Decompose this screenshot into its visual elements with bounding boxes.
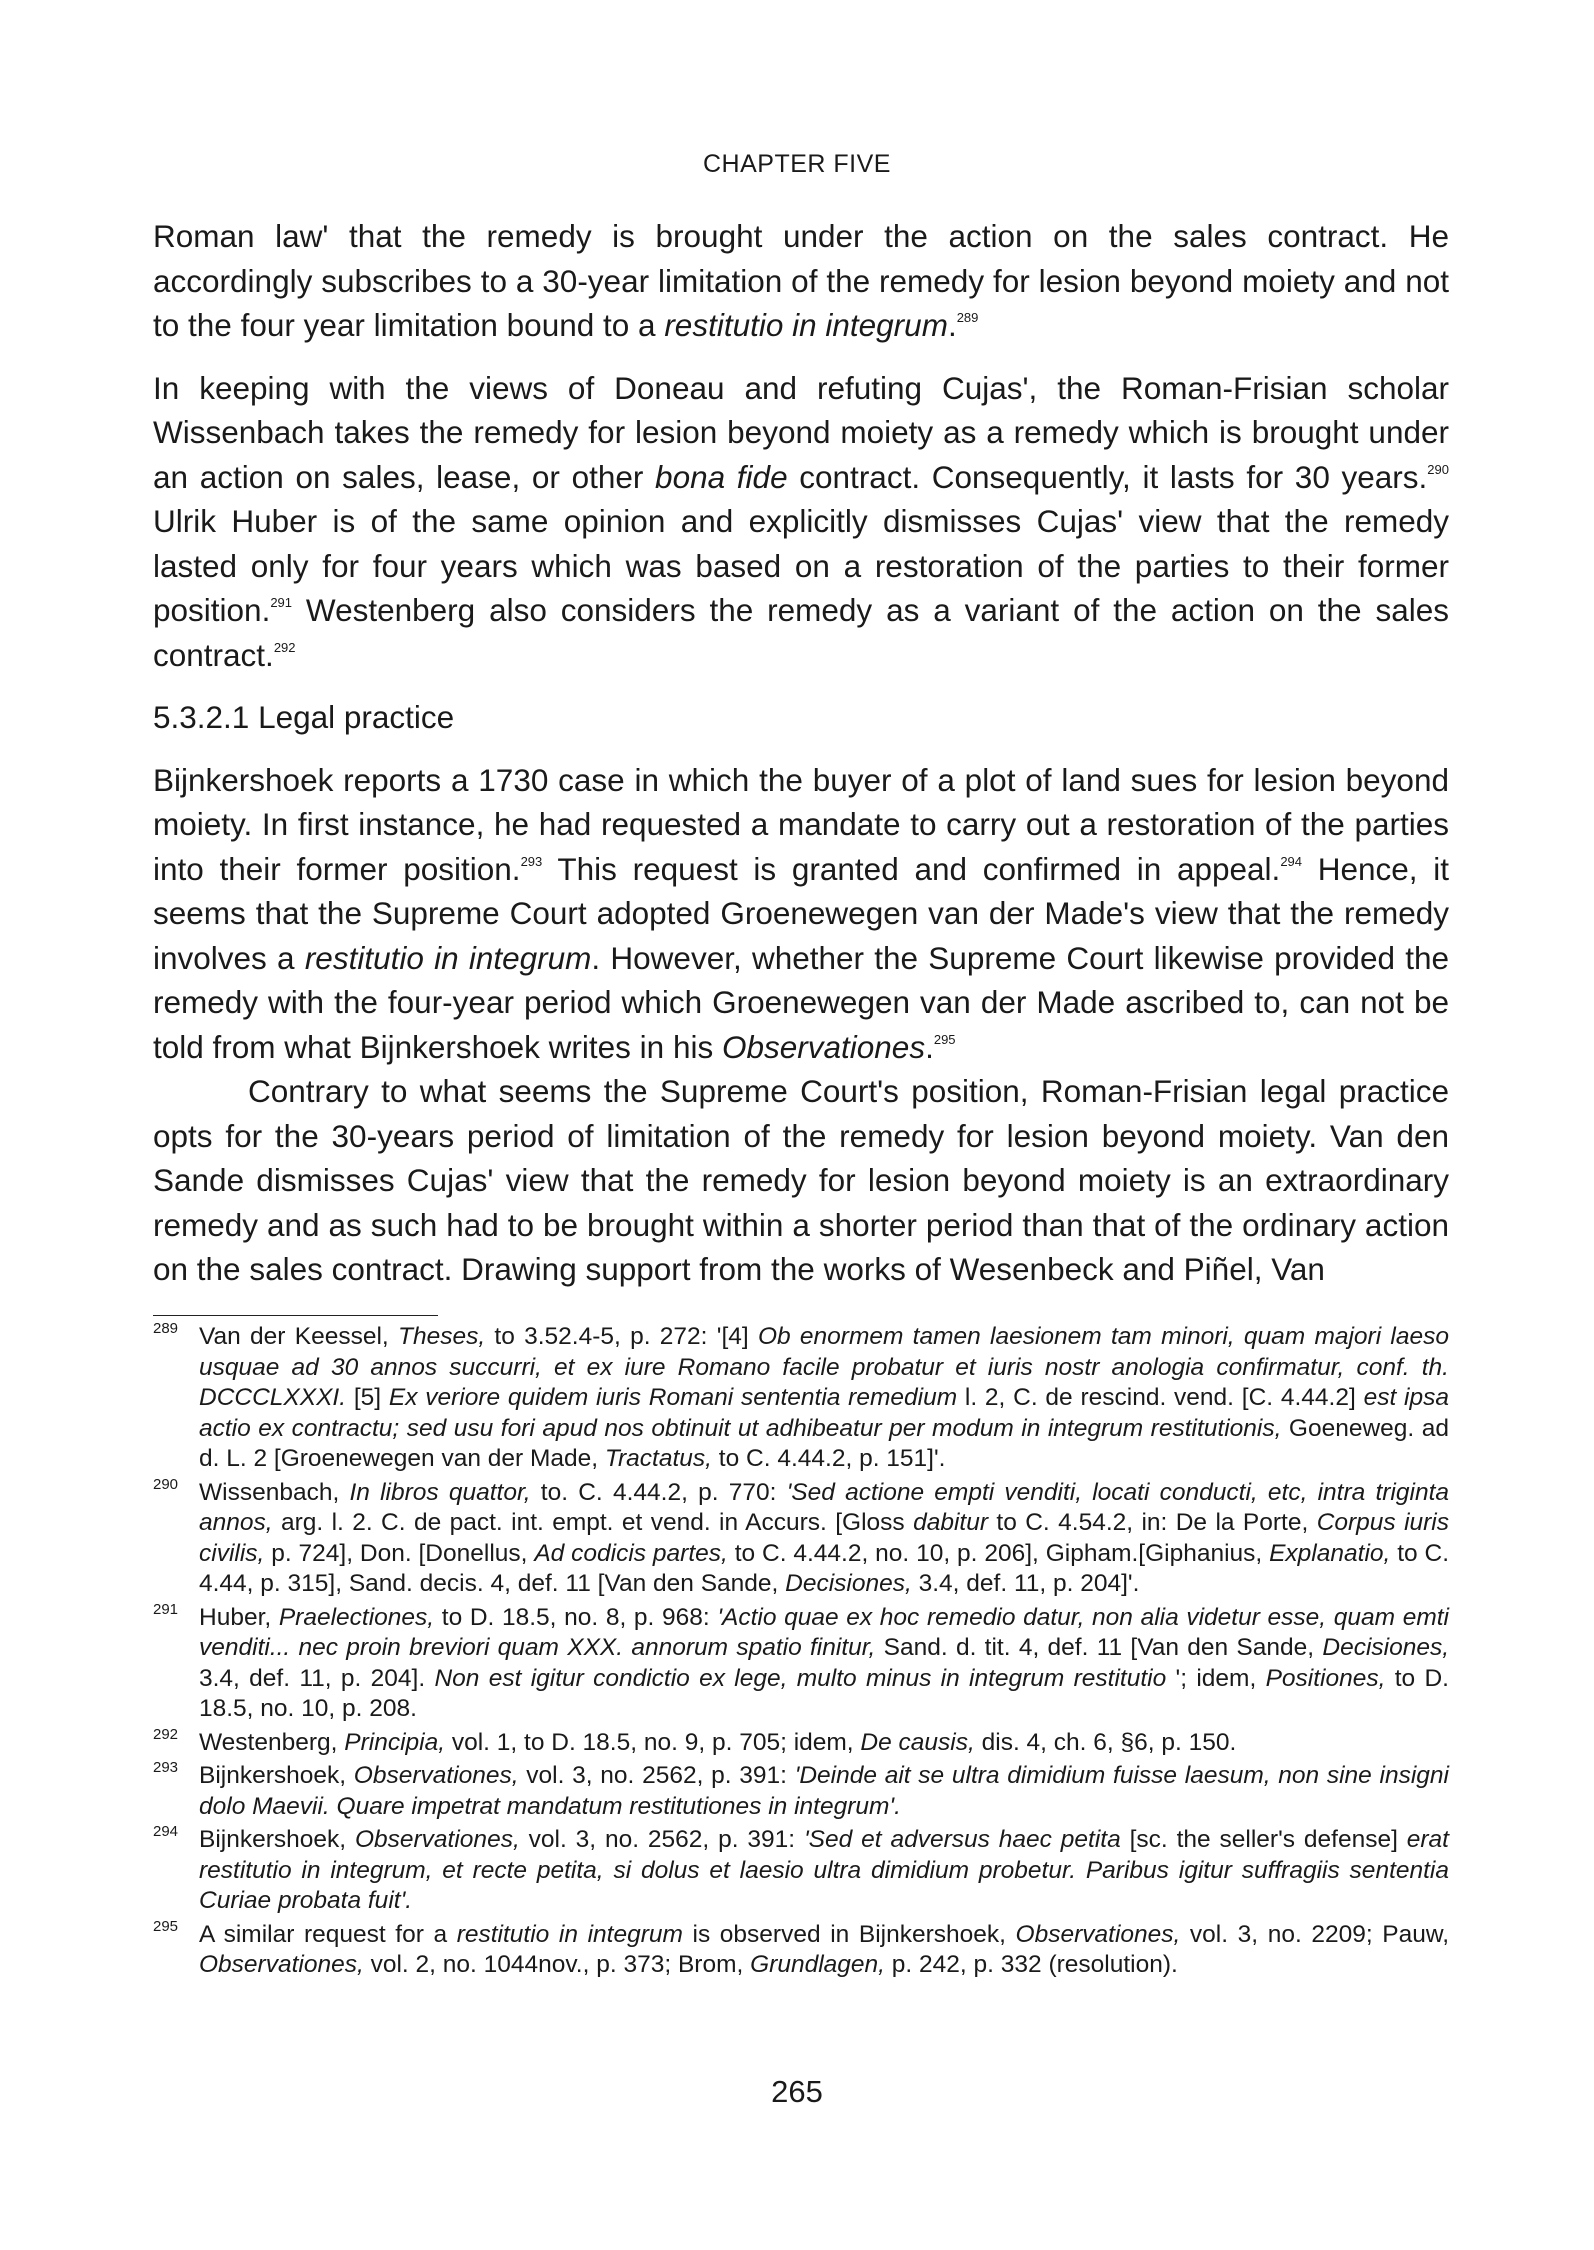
- footnote-293: 293 Bijnkershoek, Observationes, vol. 3, no. 2562, p. 391: 'Deinde ait se ultra dimidium fuisse laesum, non sine insigni dolo Maevii. Quare impetrat mandatum restitutiones in integrum'.: [153, 1759, 1449, 1820]
- footnote-294: 294 Bijnkershoek, Observationes, vol. 3, no. 2562, p. 391: 'Sed et adversus haec petita [sc. the seller's defense] erat restitutio in integrum, et recte petita, si dolus et laesio ultra dimidium probetur. Paribus igitur suffragiis sententia Curiae probata fuit'.: [153, 1823, 1449, 1914]
- paragraph: Contrary to what seems the Supreme Court's position, Roman-Frisian legal practice opts for the 30-years period of limitation of the remedy for lesion beyond moiety. Van den Sande dismisses Cujas' view that the remedy for lesion beyond moiety is an extraordinary remedy and as such had to be brought within a shorter period than that of the ordinary action on the sales contract. Drawing support from the works of Wesenbeck and Piñel, Van: [153, 1073, 1449, 1287]
- page-number: 265: [771, 2074, 823, 2109]
- footnote-ref[interactable]: 289: [956, 310, 979, 325]
- paragraph: Bijnkershoek reports a 1730 case in which the buyer of a plot of land sues for lesion beyond moiety. In first instance, he had requested a mandate to carry out a restoration of the parties into their former position.$^{293}$ This request is granted and confirmed in appeal.$^{294}$ Hence, it seems that the Supreme Court adopted Groenewegen van der Made's view that the remedy involves a restitutio in integrum. However, whether the Supreme Court likewise provided the remedy with the four-year period which Groenewegen van der Made ascribed to, can not be told from what Bijnkershoek writes in his Observationes.$^{295}$: [153, 761, 1450, 1065]
- footnote-number: 292: [153, 1725, 179, 1743]
- footnote-ref[interactable]: 293: [520, 853, 543, 869]
- main-text: [153, 214, 1449, 1292]
- footnote-number: 295: [153, 1917, 179, 1935]
- footnote-number: 294: [153, 1823, 179, 1840]
- footnote-291: 291 Huber, Praelectiones, to D. 18.5, no. 8, p. 968: 'Actio quae ex hoc remedio datur, non alia videtur esse, quam emti venditi... nec proin breviori quam XXX. annorum spatio finitur, Sand. d. tit. 4, def. 11 [Van den Sande, Decisiones, 3.4, def. 11, p. 204]. Non est igitur condictio ex lege, multo minus in integrum restitutio '; idem, Positiones, to D. 18.5, no. 10, p. 208.: [153, 1600, 1450, 1722]
- footnote-289: 289 Van der Keessel, Theses, to 3.52.4-5, p. 272: '[4] Ob enormem tamen laesionem tam minori, quam majori laeso usquae ad 30 annos succurri, et ex iure Romano facile probatur et iuris nostr anologia confirmatur, conf. th. DCCCLXXXI. [5] Ex veriore quidem iuris Romani sententia remedium l. 2, C. de rescind. vend. [C. 4.44.2] est ipsa actio ex contractu; sed usu fori apud nos obtinuit ut adhibeatur per modum in integrum restitutionis, Goeneweg. ad d. L. 2 [Groenewegen van der Made, Tractatus, to C. 4.44.2, p. 151]'.: [153, 1320, 1450, 1472]
- section-heading: 5.3.2.1 Legal practice: [153, 699, 455, 735]
- footnote-290: 290 Wissenbach, In libros quattor, to. C. 4.44.2, p. 770: 'Sed actione empti venditi, locati conducti, etc, intra triginta annos, arg. l. 2. C. de pact. int. empt. et vend. in Accurs. [Gloss dabitur to C. 4.54.2, in: De la Porte, Corpus iuris civilis, p. 724], Don. [Donellus, Ad codicis partes, to C. 4.44.2, no. 10, p. 206], Gipham.[Giphanius, Explanatio, to C. 4.44, p. 315], Sand. decis. 4, def. 11 [Van den Sande, Decisiones, 3.4, def. 11, p. 204]'.: [153, 1475, 1450, 1597]
- footnote-ref[interactable]: 292: [273, 639, 296, 655]
- footnote-ref[interactable]: 291: [270, 595, 293, 610]
- footnote-separator: [153, 1315, 438, 1316]
- footnote-number: 290: [153, 1475, 179, 1493]
- footnote-ref[interactable]: 294: [1280, 853, 1303, 869]
- footnotes: [153, 1322, 1449, 1984]
- paragraph: In keeping with the views of Doneau and refuting Cujas', the Roman-Frisian scholar Wissenbach takes the remedy for lesion beyond moiety as a remedy which is brought under an action on sales, lease, or other bona fide contract. Consequently, it lasts for 30 years.$^{290}$ Ulrik Huber is of the same opinion and explicitly dismisses Cujas' view that the remedy lasted only for four years which was based on a restoration of the parties to their former position.$^{291}$ Westenberg also considers the remedy as a variant of the action on the sales contract.$^{292}$: [153, 369, 1449, 673]
- footnote-number: 293: [153, 1759, 179, 1776]
- footnote-number: 289: [153, 1320, 179, 1337]
- footnote-number: 291: [153, 1600, 179, 1618]
- paragraph: Roman law' that the remedy is brought under the action on the sales contract. He accordingly subscribes to a 30-year limitation of the remedy for lesion beyond moiety and not to the four year limitation bound to a restitutio in integrum.$^{289}$: [153, 218, 1449, 343]
- footnote-ref[interactable]: 295: [933, 1031, 956, 1047]
- footnote-292: 292 Westenberg, Principia, vol. 1, to D. 18.5, no. 9, p. 705; idem, De causis, dis. 4, ch. 6, §6, p. 150.: [153, 1725, 1237, 1756]
- footnote-295: 295 A similar request for a restitutio in integrum is observed in Bijnkershoek, Observationes, vol. 3, no. 2209; Pauw, Observationes, vol. 2, no. 1044nov., p. 373; Brom, Grundlagen, p. 242, p. 332 (resolution).: [153, 1917, 1450, 1978]
- footnote-ref[interactable]: 290: [1427, 461, 1449, 477]
- running-head: CHAPTER FIVE: [703, 150, 891, 178]
